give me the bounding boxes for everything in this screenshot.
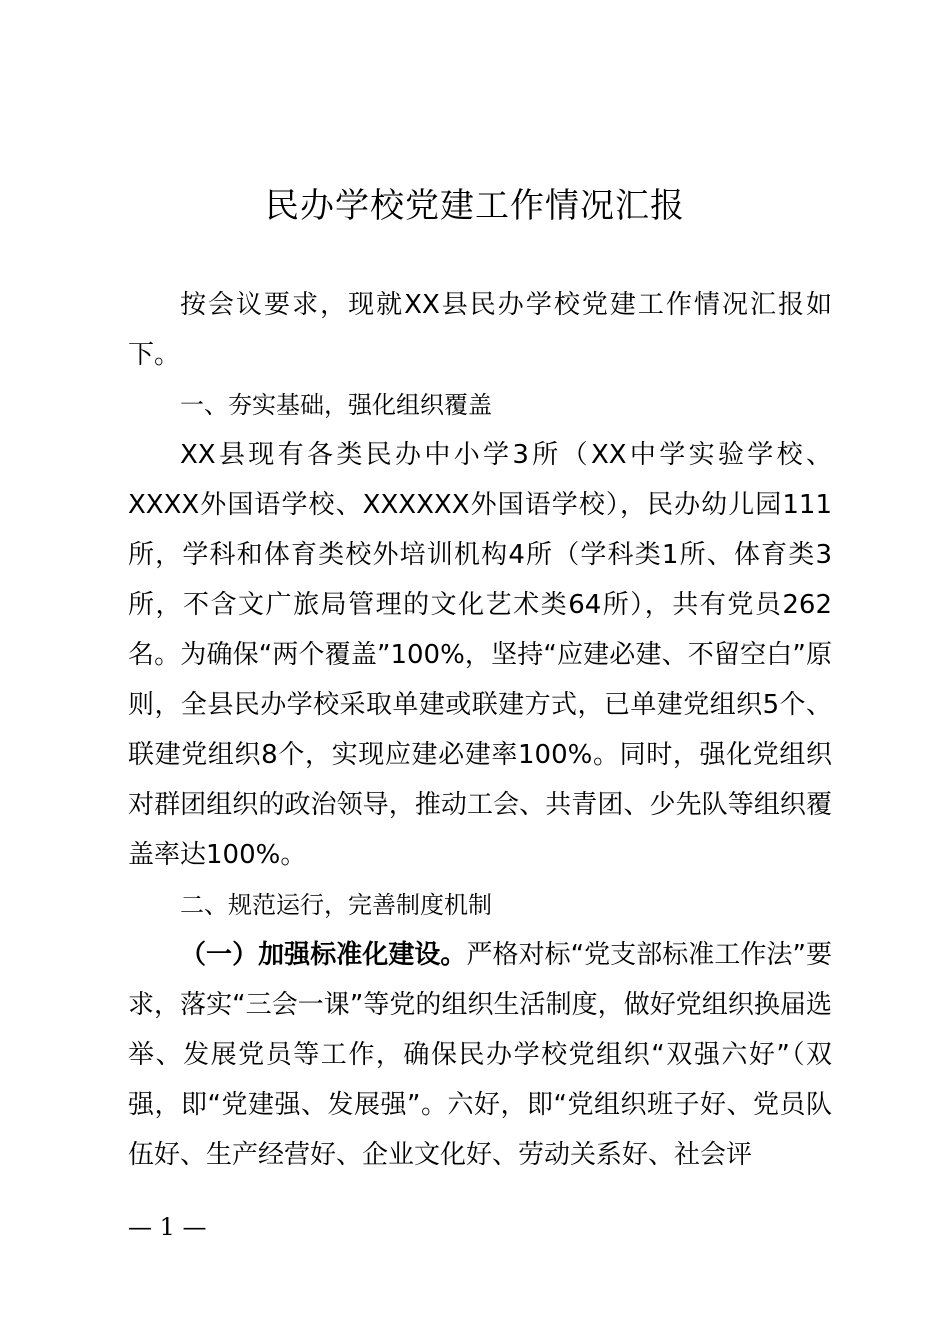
section-1-paragraph: XX县现有各类民办中小学3所（XX中学实验学校、XXXX外国语学校、XXXXXX外国语学校），民办幼儿园111所，学科和体育类校外培训机构4所（学科类1所、体育类3所，不含文广旅局管理的文化艺术类64所），共有党员262名。为确保“两个覆盖”100%，坚持“应建必建、不留空白”原则，全县民办学校采取单建或联建方式，已单建党组织5个、联建党组织8个，实现应建必建率100%。同时，强化党组织对群团组织的政治领导，推动工会、共青团、少先队等组织覆盖率达100%。: [128, 440, 832, 870]
page-number: — 1 —: [128, 1213, 207, 1241]
document-body: [128, 280, 832, 1180]
subsection-1-lead: （一）加强标准化建设。: [180, 940, 467, 970]
intro-paragraph: 按会议要求，现就XX县民办学校党建工作情况汇报如下。: [128, 290, 832, 370]
section-2-heading: 二、规范运行，完善制度机制: [180, 891, 492, 919]
subsection-1-body: 严格对标“党支部标准工作法”要求，落实“三会一课”等党的组织生活制度，做好党组织换届选举、发展党员等工作，确保民办学校党组织“双强六好”（双强，即“党建强、发展强”。六好，即“党组织班子好、党员队伍好、生产经营好、企业文化好、劳动关系好、社会评: [128, 940, 832, 1170]
section-1-heading: 一、夯实基础，强化组织覆盖: [180, 391, 492, 419]
document-title: 民办学校党建工作情况汇报: [265, 186, 685, 226]
section-2-subsection-1: [128, 930, 832, 1180]
